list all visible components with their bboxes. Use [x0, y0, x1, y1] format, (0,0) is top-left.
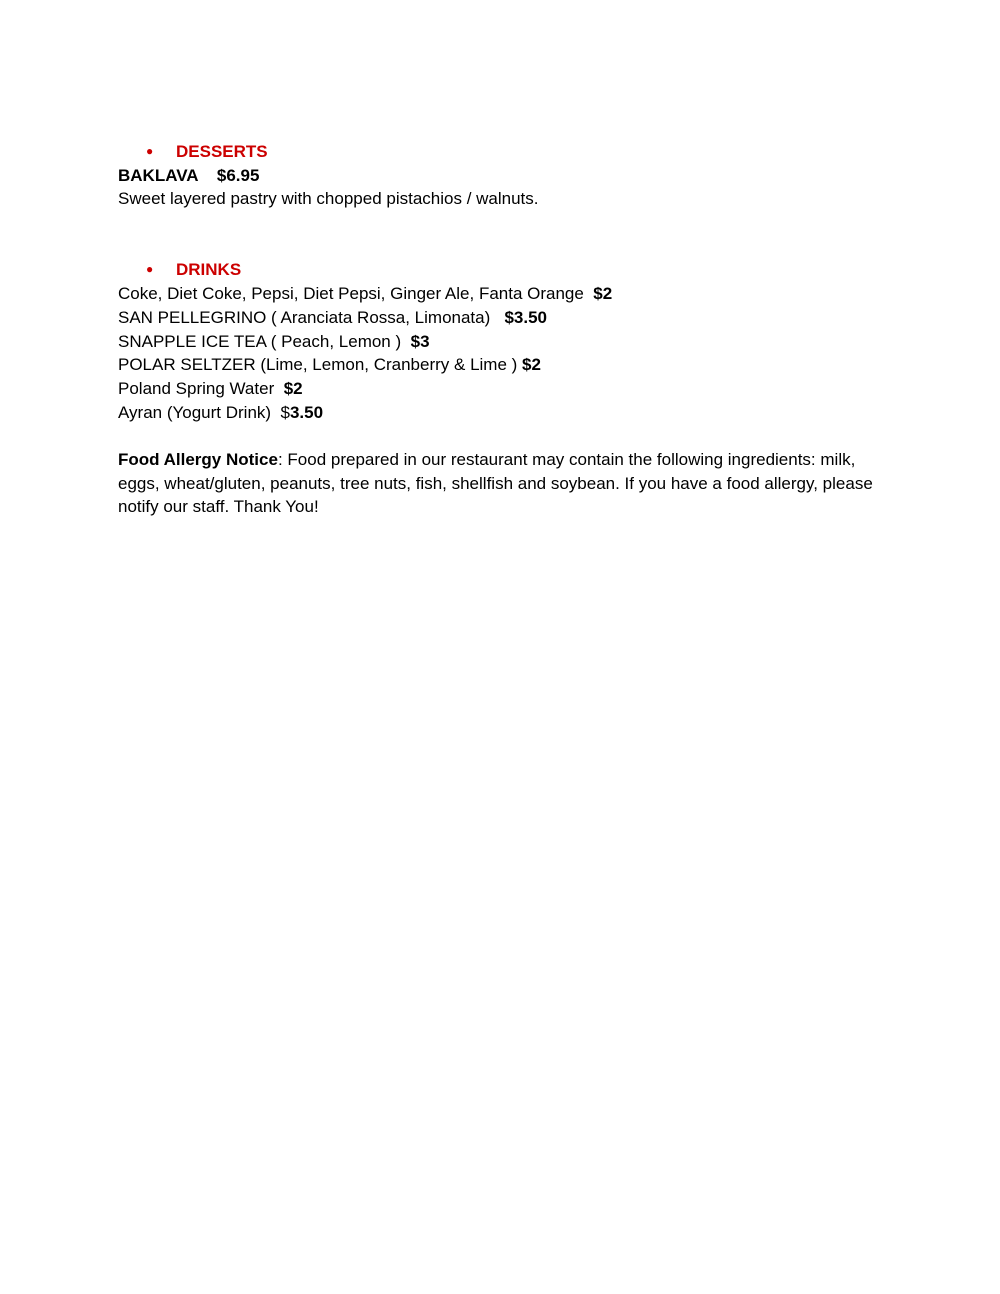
drink-name: SNAPPLE ICE TEA ( Peach, Lemon ) — [118, 331, 411, 351]
section-spacer — [118, 211, 878, 258]
menu-page — [118, 140, 878, 519]
baklava-price: $6.95 — [216, 165, 260, 185]
drinks-heading-label: DRINKS — [176, 260, 242, 280]
drink-price: 3.50 — [289, 402, 324, 422]
drinks-heading — [118, 258, 878, 282]
drink-name: Coke, Diet Coke, Pepsi, Diet Pepsi, Ginger Ale, Fanta Orange — [118, 284, 594, 304]
drink-item — [118, 306, 878, 330]
baklava-item — [118, 164, 878, 188]
drink-item — [118, 377, 878, 401]
drink-name: POLAR SELTZER (Lime, Lemon, Cranberry & Lime ) — [118, 355, 523, 375]
bullet-icon: ● — [146, 144, 154, 158]
drink-name: SAN PELLEGRINO ( Aranciata Rossa, Limonata) — [118, 307, 505, 327]
baklava-name: BAKLAVA — [118, 165, 198, 185]
desserts-heading-label: DESSERTS — [176, 142, 268, 161]
desserts-heading — [118, 140, 878, 164]
bullet-icon: ● — [146, 262, 154, 277]
drink-price: $2 — [283, 378, 303, 398]
drink-price: $3 — [410, 331, 430, 351]
allergy-notice-text: : Food prepared in our restaurant may contain the following ingredients: milk, eggs, wheat/gluten, peanuts, tree nuts, fish, shellfish and soybean. If you have a food allergy, please notify our staff. Thank You! — [118, 449, 873, 517]
drink-item — [118, 353, 878, 377]
drink-name: Poland Spring Water — [118, 378, 284, 398]
allergy-notice-label: Food Allergy Notice — [118, 449, 278, 469]
drink-item — [118, 401, 878, 425]
baklava-description: Sweet layered pastry with chopped pistachios / walnuts. — [118, 189, 539, 209]
drink-item — [118, 282, 878, 306]
drink-item — [118, 330, 878, 354]
drink-price: $2 — [522, 355, 541, 375]
allergy-notice — [118, 448, 878, 519]
section-spacer — [118, 424, 878, 448]
drink-name: Ayran (Yogurt Drink) $ — [118, 402, 290, 422]
drink-price: $2 — [593, 284, 613, 304]
drink-price: $3.50 — [504, 307, 547, 327]
